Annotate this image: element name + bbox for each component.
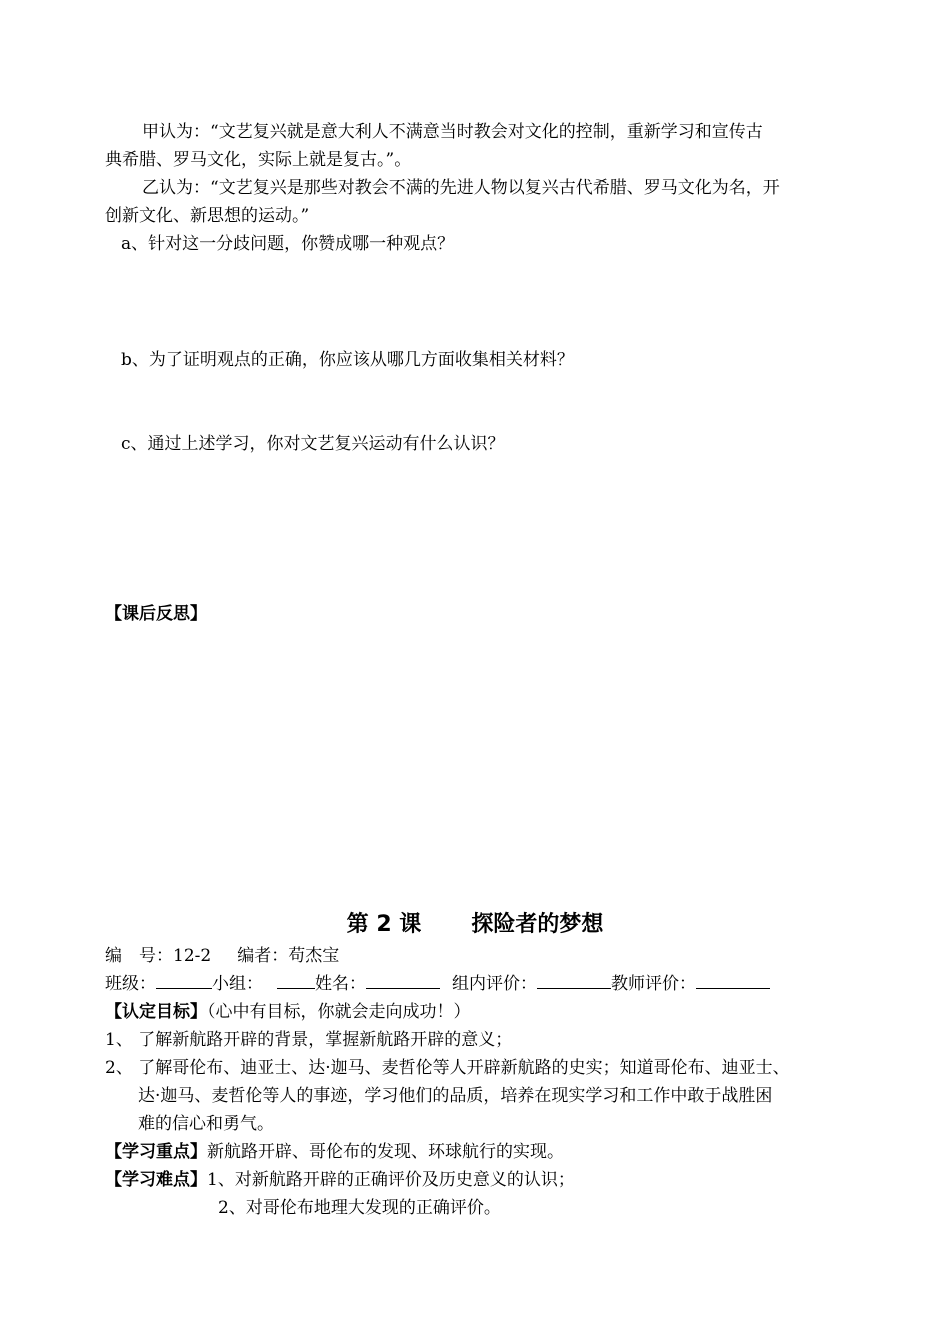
paragraph-yi-line1: 乙认为：“文艺复兴是那些对教会不满的先进人物以复兴古代希腊、罗马文化为名，开: [142, 178, 780, 198]
difficulty-item-1: 1、对新航路开辟的正确评价及历史意义的认识；: [207, 1170, 575, 1190]
goal-item-1: 1、 了解新航路开辟的背景，掌握新航路开辟的意义；: [105, 1030, 513, 1050]
class-blank[interactable]: [156, 972, 212, 989]
paragraph-jia-line2: 典希腊、罗马文化，实际上就是复古。”。: [105, 150, 412, 170]
focus-line: [105, 1140, 564, 1164]
difficulty-heading: 【学习难点】: [105, 1170, 207, 1190]
reflection-heading: 【课后反思】: [105, 604, 207, 624]
group-eval-label: 组内评价：: [452, 974, 537, 994]
difficulty-line: [105, 1168, 575, 1192]
focus-text: 新航路开辟、哥伦布的发现、环球航行的实现。: [207, 1142, 564, 1162]
question-a: a、针对这一分歧问题，你赞成哪一种观点？: [121, 234, 455, 254]
goal-item-2-line2: 达·迦马、麦哲伦等人的事迹，学习他们的品质，培养在现实学习和工作中敢于战胜困: [138, 1086, 773, 1106]
paragraph-jia-line1: 甲认为：“文艺复兴就是意大利人不满意当时教会对文化的控制，重新学习和宣传古: [142, 122, 763, 142]
name-label: 姓名：: [315, 974, 366, 994]
student-info-line: [105, 972, 770, 996]
paragraph-yi-line2: 创新文化、新思想的运动。”: [105, 206, 310, 226]
lesson-title: [0, 910, 950, 940]
group-label: 小组：: [212, 974, 263, 994]
teacher-eval-label: 教师评价：: [611, 974, 696, 994]
code-label: 编 号：12-2: [105, 946, 212, 966]
difficulty-item-2: 2、对哥伦布地理大发现的正确评价。: [218, 1198, 501, 1218]
goal-heading-line: [105, 1000, 471, 1024]
focus-heading: 【学习重点】: [105, 1142, 207, 1162]
name-blank[interactable]: [366, 972, 440, 989]
group-blank[interactable]: [277, 972, 315, 989]
goal-note: （心中有目标，你就会走向成功！）: [207, 1002, 471, 1022]
question-c: c、通过上述学习，你对文艺复兴运动有什么认识？: [121, 434, 505, 454]
editor-label: 编者：苟杰宝: [237, 946, 340, 966]
class-label: 班级：: [105, 974, 156, 994]
goal-item-2-line1: 2、 了解哥伦布、迪亚士、达·迦马、麦哲伦等人开辟新航路的史实；知道哥伦布、迪亚士、: [105, 1058, 790, 1078]
code-line: [105, 944, 339, 968]
question-b: b、为了证明观点的正确，你应该从哪几方面收集相关材料？: [121, 350, 574, 370]
goal-item-2-line3: 难的信心和勇气。: [138, 1114, 274, 1134]
lesson-name: 探险者的梦想: [471, 912, 604, 937]
teacher-eval-blank[interactable]: [696, 972, 770, 989]
lesson-number: 第 2 课: [346, 912, 422, 937]
group-eval-blank[interactable]: [537, 972, 611, 989]
goal-heading: 【认定目标】: [105, 1002, 207, 1022]
